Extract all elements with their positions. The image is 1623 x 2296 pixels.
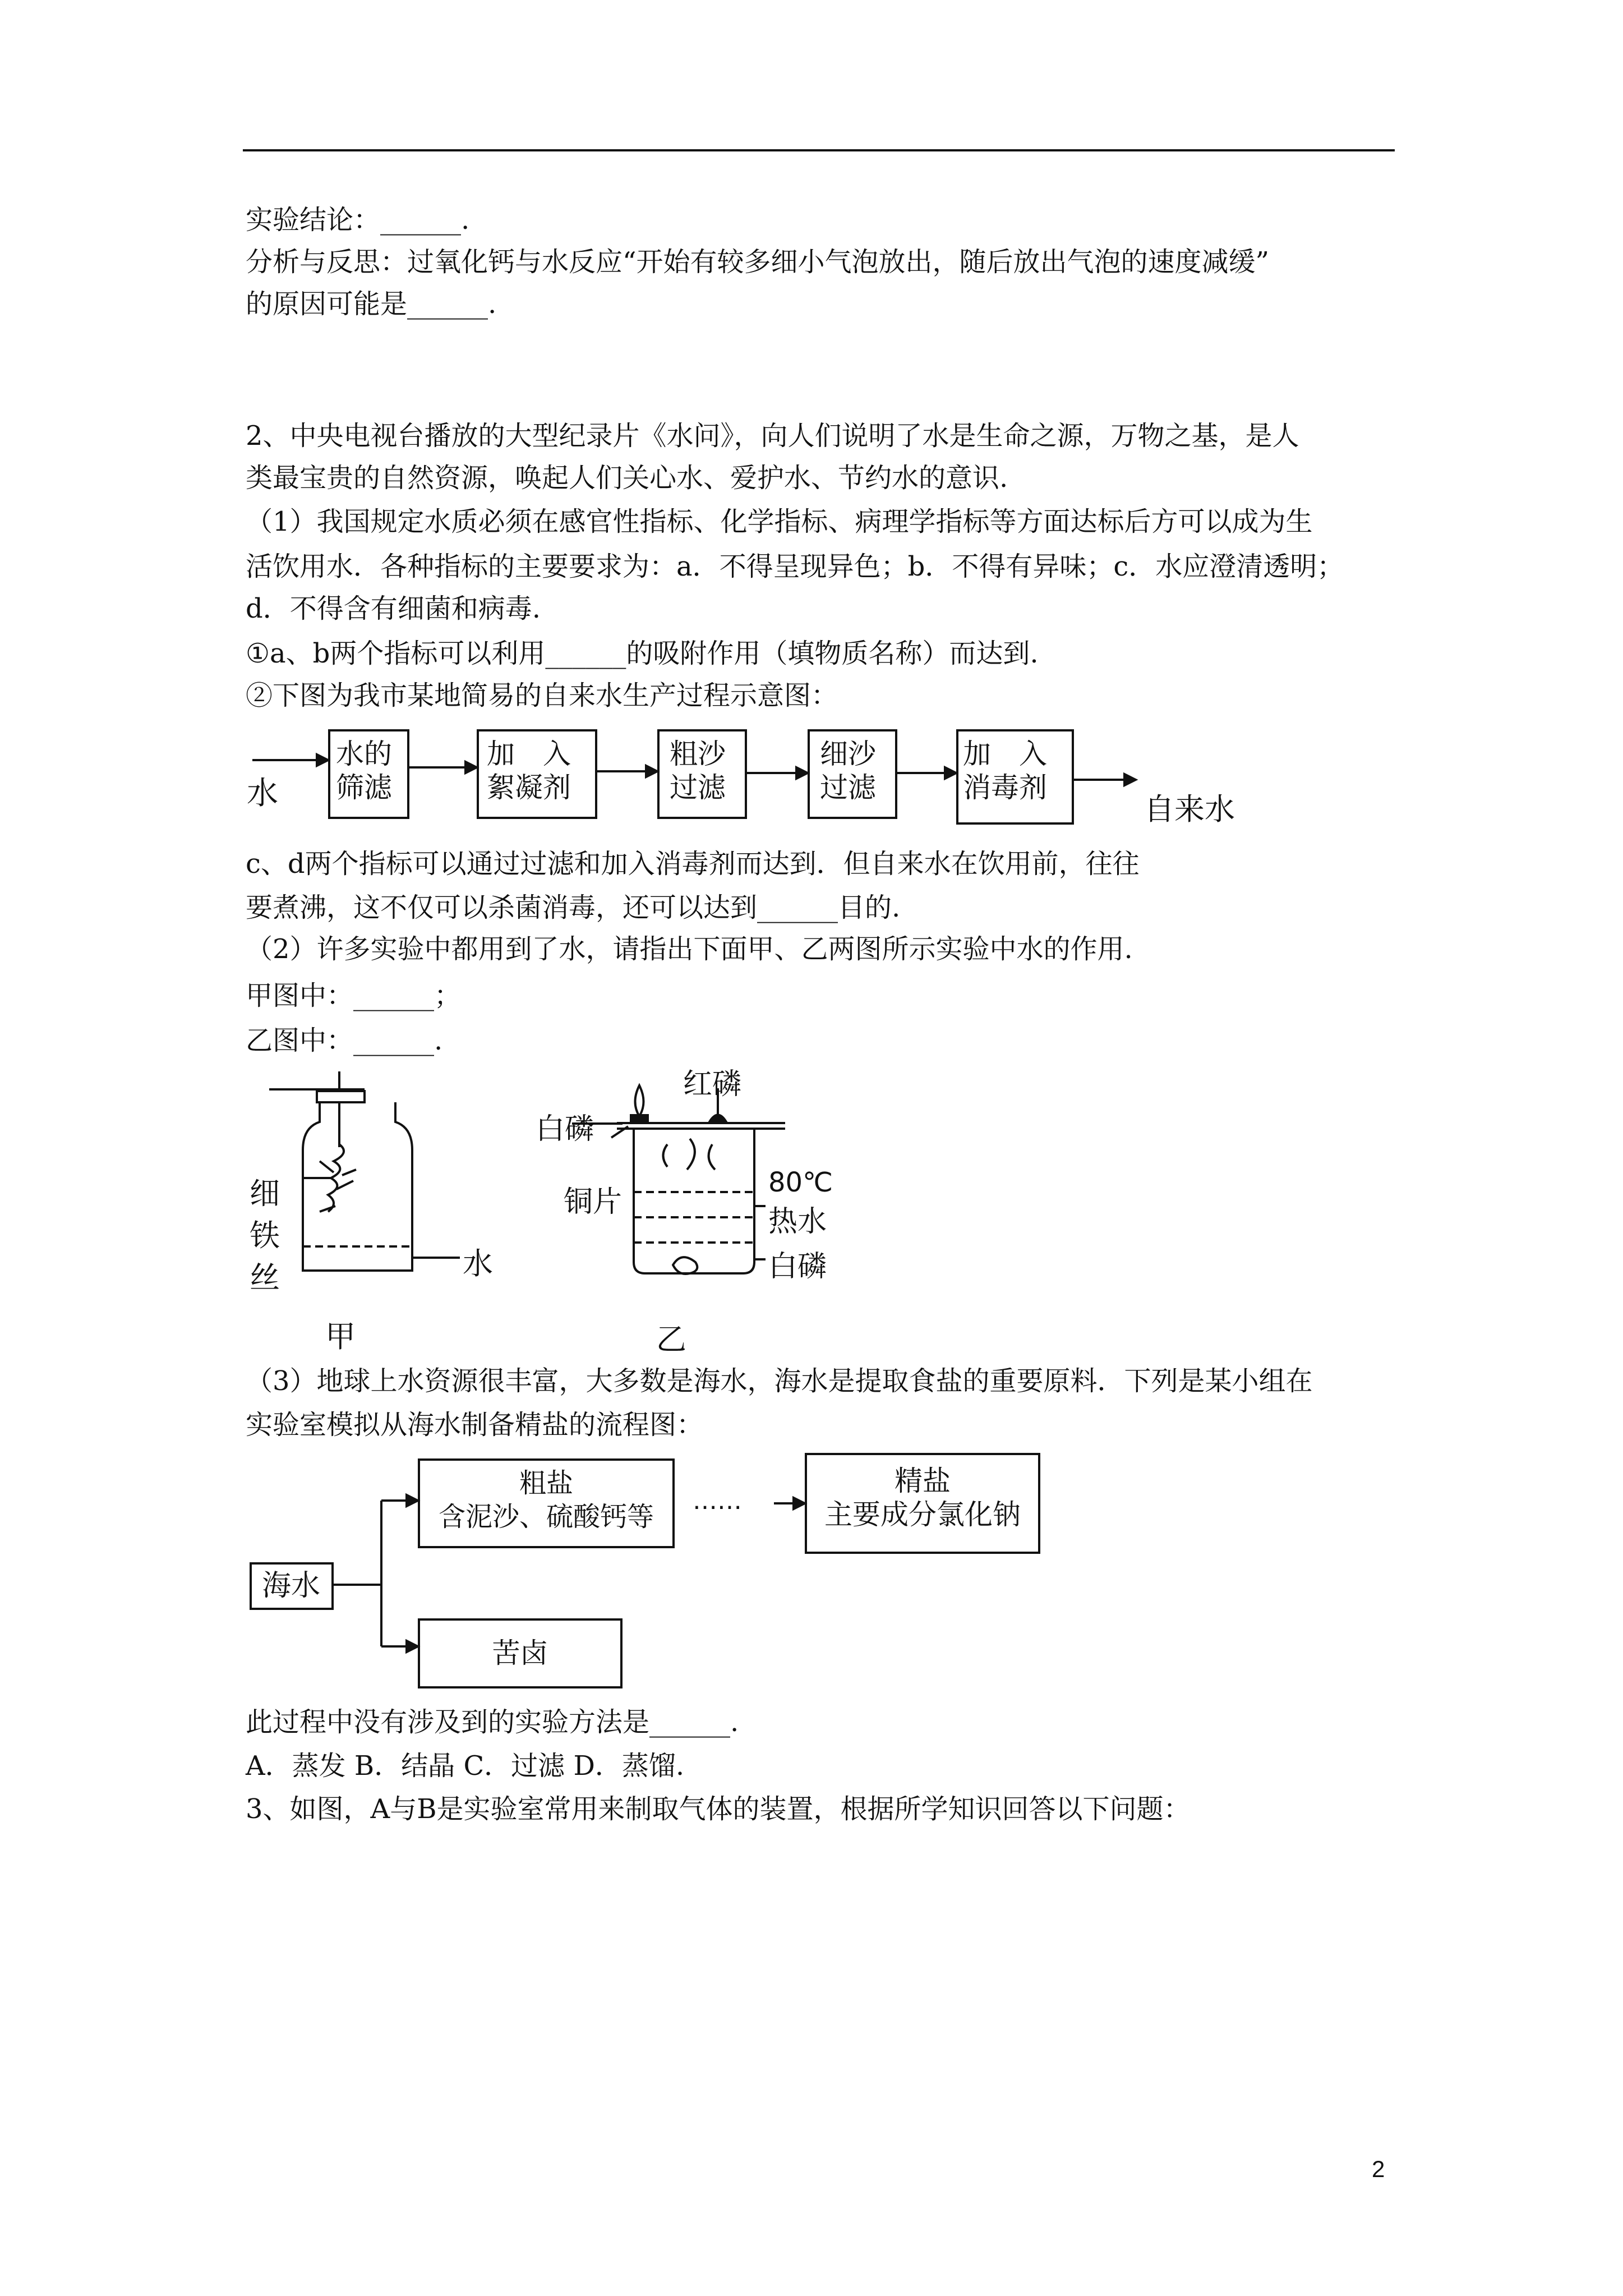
flow2-box-line: 精盐 [895, 1465, 951, 1497]
flow2-box-line: 含泥沙、硫酸钙等 [438, 1501, 654, 1533]
figure-yi-label-red-p: 红磷 [683, 1068, 742, 1101]
figure-jia-label-water: 水 [463, 1246, 493, 1281]
figure-jia-caption: 甲 [325, 1319, 356, 1354]
page-number: 2 [1372, 2156, 1385, 2182]
flow1-box-line: 水的 [336, 738, 392, 770]
flow1-start-label: 水 [247, 775, 278, 812]
figure-yi-label-copper: 铜片 [564, 1185, 623, 1219]
figure-yi-label-white-p-bottom: 白磷 [768, 1250, 827, 1283]
text-line-q2-1-a: （1）我国规定水质必须在感官性指标、化学指标、病理学指标等方面达标后方可以成为生 [246, 506, 1313, 537]
flow1-box-line: 筛滤 [336, 771, 392, 804]
figure-yi-caption: 乙 [656, 1322, 686, 1357]
text-line-boiling-1: c、d两个指标可以通过过滤和加入消毒剂而达到．但自来水在饮用前，往往 [246, 848, 1140, 880]
figure-yi-label-white-p-top: 白磷 [536, 1112, 594, 1146]
figure-jia-label-xi: 细 [250, 1176, 280, 1211]
text-line-q2-3-a: （3）地球上水资源很丰富，大多数是海水，海水是提取食盐的重要原料．下列是某小组在 [246, 1365, 1313, 1397]
flow1-box-line: 过滤 [820, 771, 876, 804]
flow2-dots: …… [693, 1487, 742, 1515]
flow1-box-line: 絮凝剂 [487, 771, 571, 804]
flow1-box-line: 消毒剂 [963, 771, 1047, 804]
flow1-box-line: 细沙 [820, 738, 876, 770]
text-line-q2-1-i: ①a、b两个指标可以利用______的吸附作用（填物质名称）而达到. [246, 638, 1039, 669]
text-line-q2-intro-2: 类最宝贵的自然资源，唤起人们关心水、爱护水、节约水的意识. [246, 462, 1008, 494]
figure-jia-label-si: 丝 [250, 1260, 280, 1295]
flow1-box-line: 粗沙 [670, 738, 726, 770]
text-line-jia: 甲图中：______； [246, 980, 462, 1011]
flow1-box-line: 加 入 [487, 738, 571, 770]
text-line-analysis: 分析与反思：过氧化钙与水反应“开始有较多细小气泡放出，随后放出气泡的速度减缓” [246, 246, 1270, 278]
text-line-reason: 的原因可能是______. [246, 288, 497, 320]
figure-jia-label-tie: 铁 [250, 1218, 280, 1253]
text-line-q2-2: （2）许多实验中都用到了水，请指出下面甲、乙两图所示实验中水的作用. [246, 933, 1133, 965]
text-line-q2-3-question: 此过程中没有涉及到的实验方法是______. [246, 1706, 739, 1738]
text-line-boiling-2: 要煮沸，这不仅可以杀菌消毒，还可以达到______目的. [246, 892, 901, 923]
text-line-q2-3-b: 实验室模拟从海水制备精盐的流程图： [246, 1409, 704, 1441]
text-line-conclusion: 实验结论：______. [246, 204, 470, 236]
text-line-q2-intro-1: 2、中央电视台播放的大型纪录片《水问》，向人们说明了水是生命之源，万物之基，是人 [246, 420, 1299, 452]
flow2-box-text: 苦卤 [492, 1637, 548, 1669]
text-line-q2-1-c: d．不得含有细菌和病毒. [246, 593, 541, 624]
flow2-box-line: 粗盐 [519, 1467, 573, 1499]
text-line-q2-3-options: A．蒸发 B．结晶 C．过滤 D．蒸馏. [246, 1750, 685, 1782]
flow2-box-line: 主要成分氯化钠 [824, 1498, 1021, 1531]
figure-yi-label-hot-water: 热水 [768, 1205, 827, 1239]
flow1-box-line: 过滤 [670, 771, 726, 804]
text-line-q2-1-b: 活饮用水．各种指标的主要要求为：a．不得呈现异色；b．不得有异味；c．水应澄清透明； [246, 551, 1344, 582]
text-line-yi: 乙图中：______. [246, 1025, 443, 1056]
text-line-q3-intro: 3、如图，A与B是实验室常用来制取气体的装置，根据所学知识回答以下问题： [246, 1793, 1191, 1825]
text-line-q2-1-ii: ②下图为我市某地简易的自来水生产过程示意图： [246, 680, 838, 711]
flow2-box-text: 海水 [262, 1569, 321, 1603]
flow1-end-label: 自来水 [1144, 792, 1235, 827]
flow1-box-line: 加 入 [963, 738, 1047, 770]
figure-yi-label-temp: 80℃ [768, 1167, 833, 1198]
